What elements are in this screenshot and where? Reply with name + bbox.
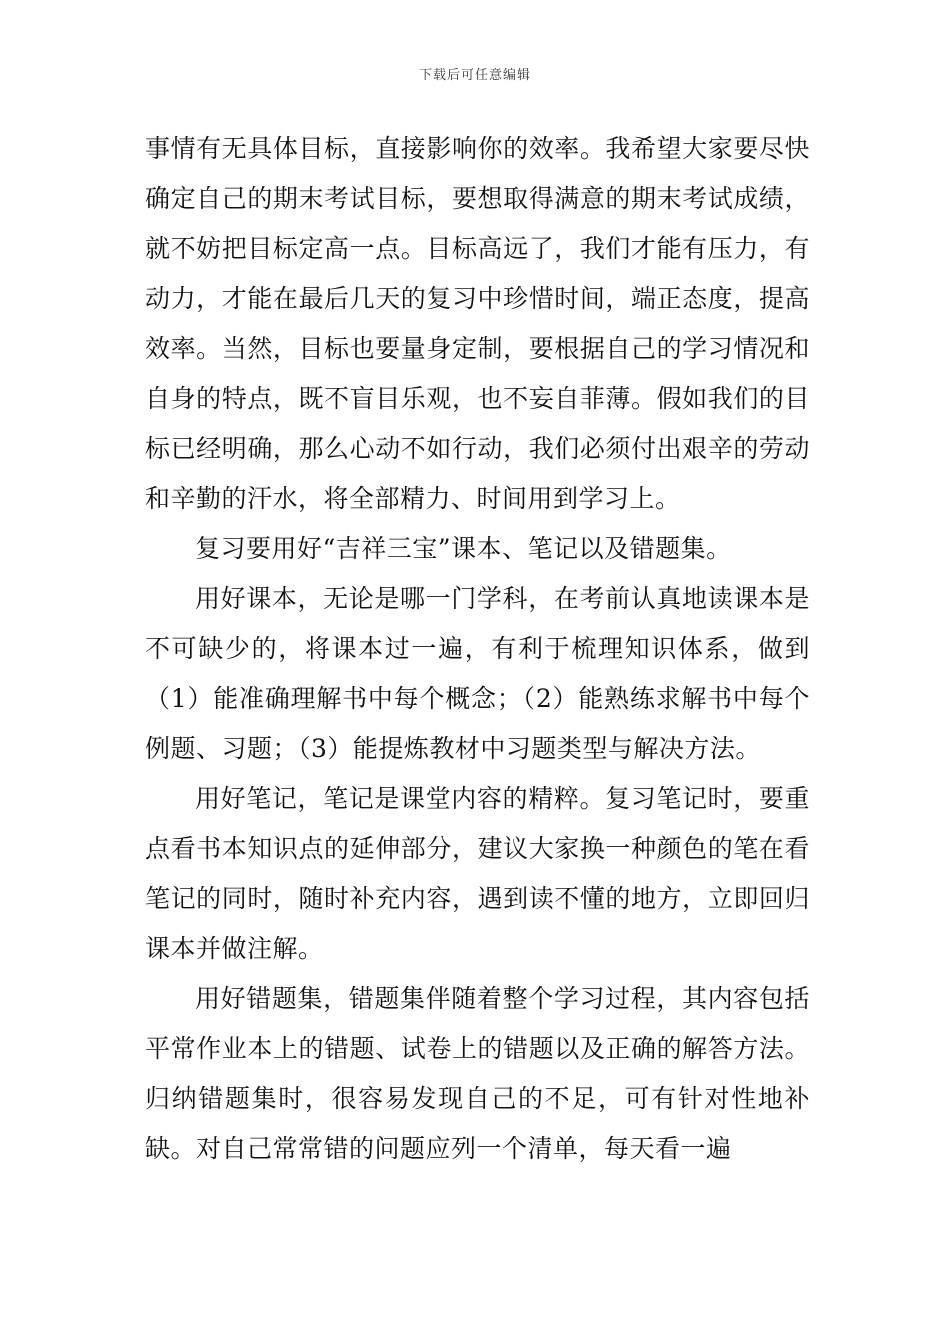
paragraph-error-collection: 用好错题集，错题集伴随着整个学习过程，其内容包括平常作业本上的错题、试卷上的错题以及正确的解答方法。归纳错题集时，很容易发现自己的不足，可有针对性地补缺。对自己常常错的问题应列一个清单，每天看一遍 xyxy=(145,984,810,1163)
document-body xyxy=(145,124,810,1174)
paragraph-goal: 事情有无具体目标，直接影响你的效率。我希望大家要尽快确定自己的期末考试目标，要想取得满意的期末考试成绩，就不妨把目标定高一点。目标高远了，我们才能有压力，有动力，才能在最后几天的复习中珍惜时间，端正态度，提高效率。当然，目标也要量身定制，要根据自己的学习情况和自身的特点，既不盲目乐观，也不妄自菲薄。假如我们的目标已经明确，那么心动不如行动，我们必须付出艰辛的劳动和辛勤的汗水，将全部精力、时间用到学习上。 xyxy=(145,134,810,513)
paragraph-textbook: 用好课本，无论是哪一门学科，在考前认真地读课本是不可缺少的，将课本过一遍，有利于梳理知识体系，做到（1）能准确理解书中每个概念；（2）能熟练求解书中每个例题、习题；（3）能提炼教材中习题类型与解决方法。 xyxy=(145,584,810,763)
page-header: 下载后可任意编辑 xyxy=(418,68,531,83)
paragraph-three-treasures: 复习要用好“吉祥三宝”课本、笔记以及错题集。 xyxy=(195,534,732,563)
paragraph-notes: 用好笔记，笔记是课堂内容的精粹。复习笔记时，要重点看书本知识点的延伸部分，建议大家换一种颜色的笔在看笔记的同时，随时补充内容，遇到读不懂的地方，立即回归课本并做注解。 xyxy=(145,784,810,963)
